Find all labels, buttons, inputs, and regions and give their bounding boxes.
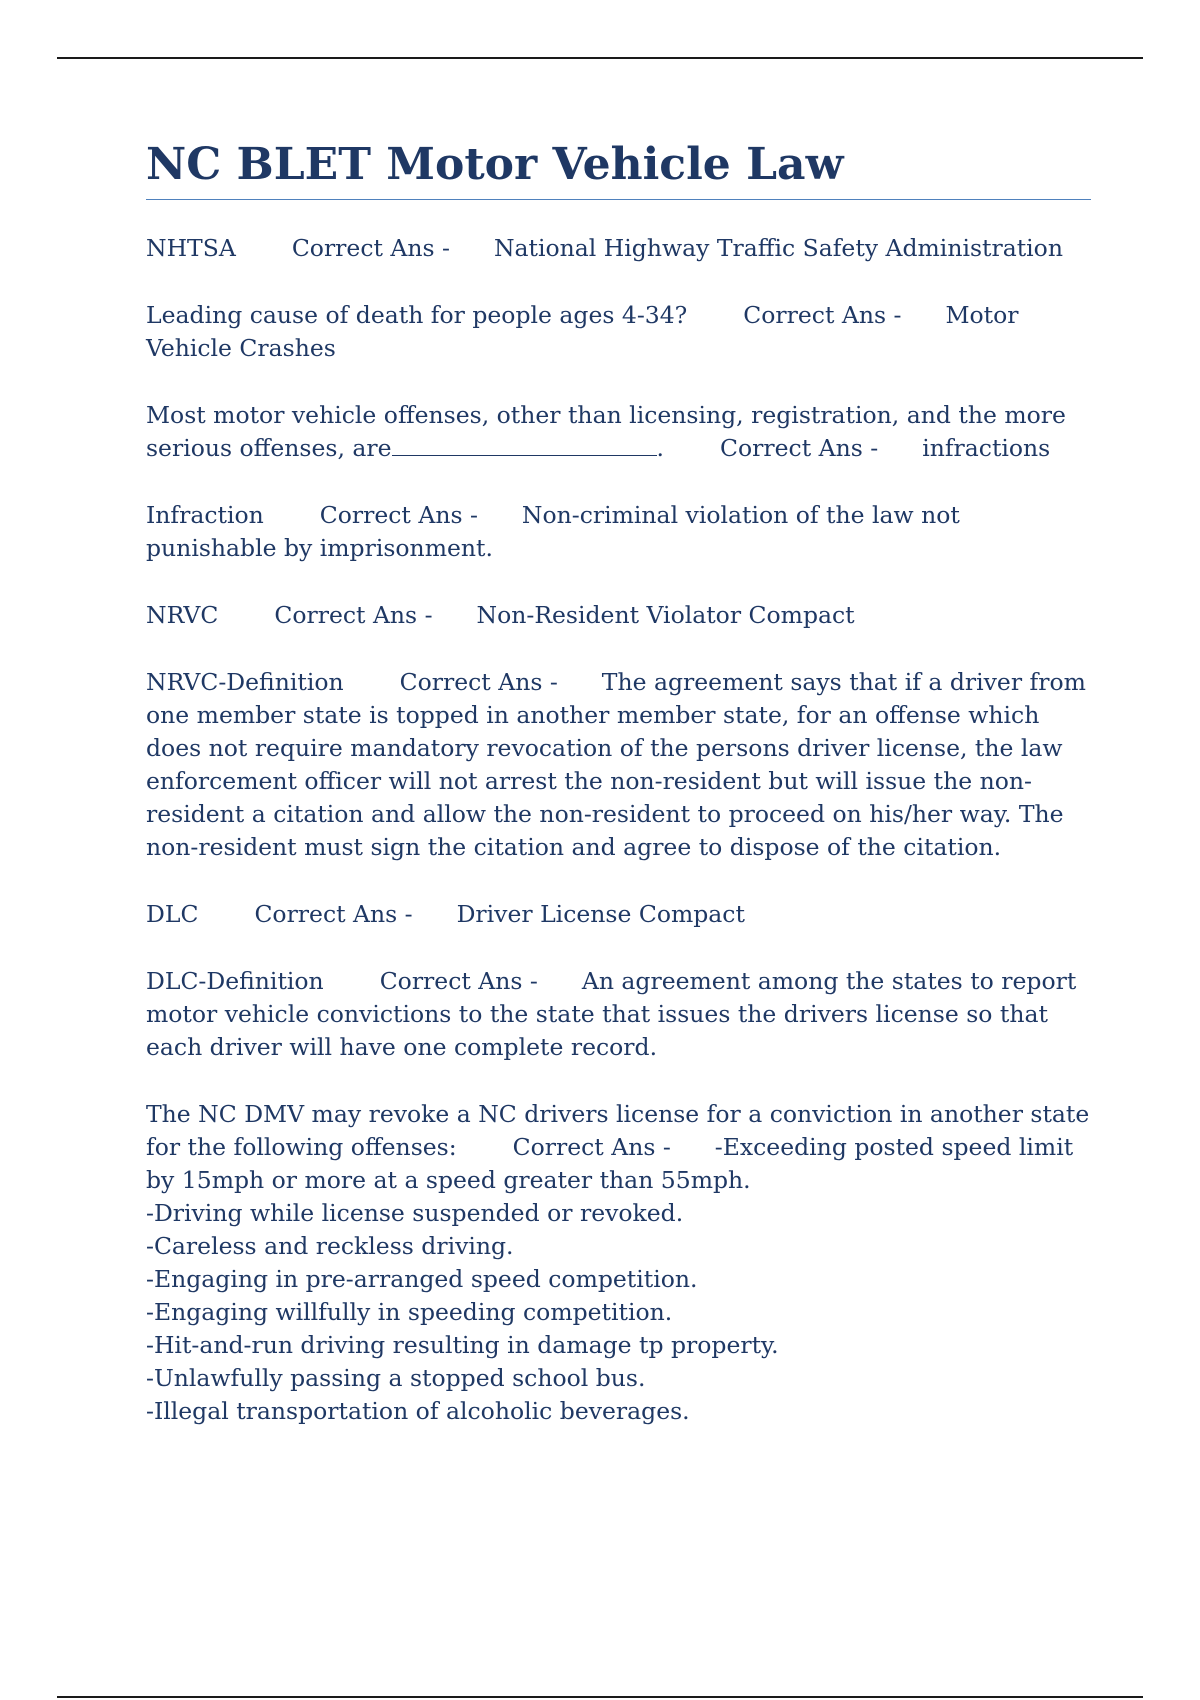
qa-term: The NC DMV may revoke a NC drivers license for a conviction in another state for the following offenses: — [146, 1099, 1090, 1161]
qa-answer: infractions — [922, 433, 1051, 462]
offense-item: -Engaging willfully in speeding competition. — [146, 1297, 673, 1326]
qa-answer: Non-Resident Violator Compact — [476, 600, 855, 629]
qa-answer: An agreement among the states to report motor vehicle convictions to the state that issues the drivers license so that each driver will have one complete record. — [146, 966, 1077, 1061]
qa-entry-dmv-revoke — [146, 1098, 1091, 1428]
qa-entry-most-offenses — [146, 399, 1091, 465]
qa-answer: Motor Vehicle Crashes — [146, 300, 1019, 362]
qa-entry-nrvc — [146, 599, 1091, 632]
qa-marker: Correct Ans - — [274, 600, 433, 629]
qa-marker: Correct Ans - — [743, 300, 902, 329]
qa-term: NHTSA — [146, 233, 236, 262]
qa-entry-dlc-definition — [146, 965, 1091, 1064]
qa-term: Most motor vehicle offenses, other than licensing, registration, and the more serious offenses, are — [146, 400, 1066, 462]
qa-entry-nrvc-definition — [146, 666, 1091, 864]
qa-answer: Non-criminal violation of the law not punishable by imprisonment. — [146, 500, 960, 562]
qa-entry-dlc — [146, 898, 1091, 931]
qa-answer: -Exceeding posted speed limit by 15mph or more at a speed greater than 55mph. — [146, 1132, 1074, 1194]
qa-term: NRVC-Definition — [146, 667, 344, 696]
qa-answer: The agreement says that if a driver from one member state is topped in another member state, for an offense which does not require mandatory revocation of the persons driver license, the law enforcement officer will not arrest the non-resident but will issue the non-resident a citation and allow the non-resident to proceed on his/her way. The non-resident must sign the citation and agree to dispose of the citation. — [146, 667, 1086, 861]
page-title: NC BLET Motor Vehicle Law — [146, 140, 1091, 200]
offense-item: -Careless and reckless driving. — [146, 1231, 514, 1260]
qa-marker: Correct Ans - — [512, 1132, 671, 1161]
qa-marker: Correct Ans - — [319, 500, 478, 529]
qa-term: DLC — [146, 899, 199, 928]
qa-term: DLC-Definition — [146, 966, 324, 995]
offense-item: -Engaging in pre-arranged speed competition. — [146, 1264, 698, 1293]
qa-marker: Correct Ans - — [720, 433, 879, 462]
top-rule — [57, 57, 1143, 59]
offense-item: -Illegal transportation of alcoholic beverages. — [146, 1396, 690, 1425]
qa-marker: Correct Ans - — [291, 233, 450, 262]
document-body — [146, 140, 1091, 1462]
qa-entry-nhtsa — [146, 232, 1091, 265]
qa-answer: Driver License Compact — [456, 899, 745, 928]
qa-entry-infraction — [146, 499, 1091, 565]
qa-term: Leading cause of death for people ages 4-34? — [146, 300, 688, 329]
offense-item: -Unlawfully passing a stopped school bus. — [146, 1363, 646, 1392]
qa-marker: Correct Ans - — [399, 667, 558, 696]
qa-term-suffix: . — [656, 433, 665, 462]
qa-term: NRVC — [146, 600, 219, 629]
qa-entry-leading-cause — [146, 299, 1091, 365]
qa-list — [146, 232, 1091, 1428]
qa-term: Infraction — [146, 500, 264, 529]
bottom-rule — [57, 1696, 1143, 1698]
qa-marker: Correct Ans - — [379, 966, 538, 995]
qa-answer: National Highway Traffic Safety Administration — [493, 233, 1063, 262]
offense-item: -Hit-and-run driving resulting in damage tp property. — [146, 1330, 779, 1359]
fill-in-blank — [392, 437, 657, 456]
qa-marker: Correct Ans - — [254, 899, 413, 928]
offense-item: -Driving while license suspended or revoked. — [146, 1198, 684, 1227]
